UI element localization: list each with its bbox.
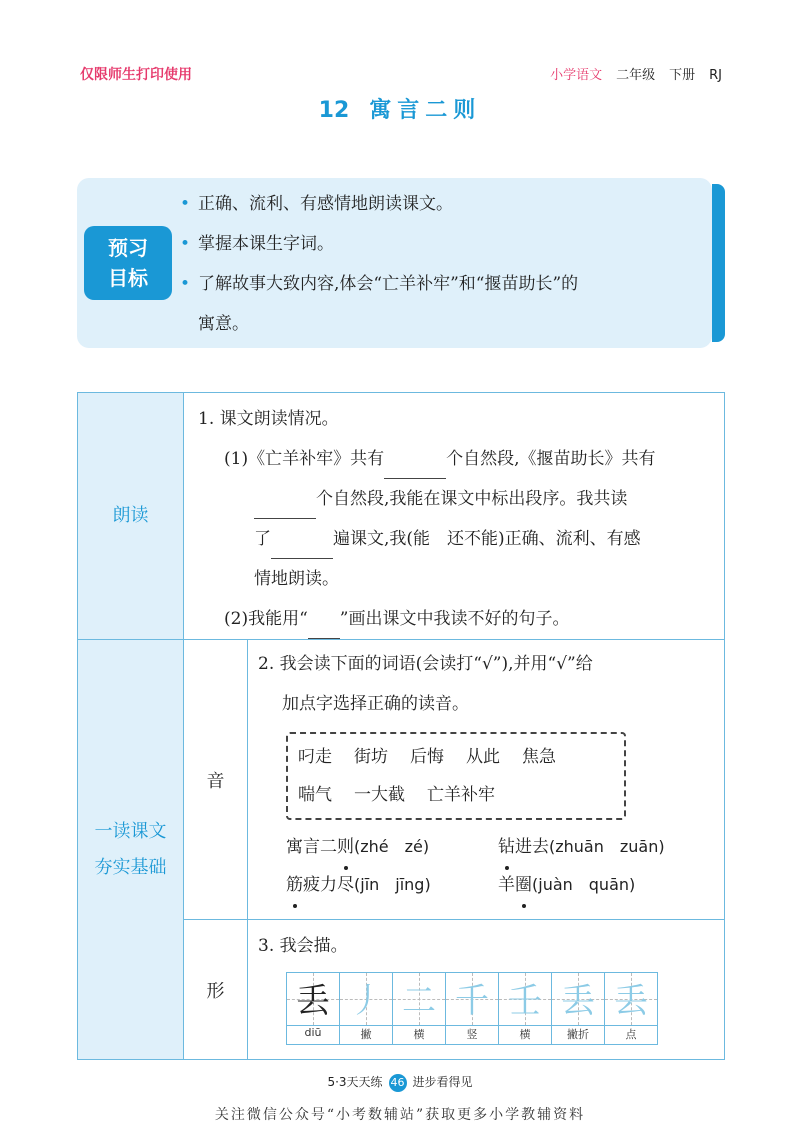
- stroke-name: 横: [393, 1026, 446, 1045]
- blank-paragraphs-1[interactable]: [384, 454, 446, 479]
- word[interactable]: 亡羊补牢: [427, 785, 495, 805]
- trace-cell[interactable]: 二: [393, 973, 446, 1026]
- term: 下册: [669, 68, 696, 83]
- trace-cell[interactable]: 丢: [605, 973, 658, 1026]
- page-title: [0, 93, 800, 124]
- goal-item-cont: 寓意。: [198, 314, 249, 334]
- lesson-number: 12: [318, 98, 350, 123]
- q1-title: 1. 课文朗读情况。: [198, 409, 339, 429]
- shape-content: [248, 920, 725, 1060]
- footer-brand: 5·3天天练: [327, 1075, 383, 1089]
- word[interactable]: 焦急: [522, 747, 556, 767]
- subject: 小学语文: [550, 68, 603, 83]
- exercise-table: [77, 392, 725, 1060]
- sound-content: [248, 640, 725, 920]
- preview-accent-bar: [712, 184, 725, 342]
- preview-goals: [180, 184, 708, 344]
- q2-line1: 2. 我会读下面的词语(会读打“√”),并用“√”给: [258, 654, 593, 674]
- goal-item: • 了解故事大致内容,体会“亡羊补牢”和“揠苗助长”的 寓意。: [180, 264, 708, 344]
- pinyin-options[interactable]: (zhuān zuān): [549, 837, 665, 856]
- badge-line1: 预习: [108, 236, 148, 260]
- blank-paragraphs-2[interactable]: [254, 494, 316, 519]
- book-info: [550, 64, 722, 83]
- shape-label: 形: [184, 920, 248, 1060]
- stroke-name: 撇折: [552, 1026, 605, 1045]
- trace-cell[interactable]: 千: [446, 973, 499, 1026]
- pinyin-row: 寓言二则(zhé zé) 钻进去(zhuān zuān): [248, 828, 724, 866]
- page-footer: [0, 1073, 800, 1092]
- preview-badge: [84, 226, 172, 300]
- reading-content: 1. 课文朗读情况。 (1)《亡羊补牢》共有 个自然段,《揠苗助长》共有 个自然段,我能在课文中标出段序。我共读 了 遍课文,我(能 还不能)正确、流利、有感 情地朗读。 (2)我能用“ ”画出课文中我读不好的句子。: [184, 393, 725, 640]
- watermark-text: 关注微信公众号“小考数辅站”获取更多小学教辅资料: [214, 1107, 586, 1123]
- lesson-title: 寓言二则: [369, 98, 482, 123]
- trace-cell[interactable]: 丢: [552, 973, 605, 1026]
- print-notice: 仅限师生打印使用: [80, 67, 192, 83]
- stroke-name: 竖: [446, 1026, 499, 1045]
- pinyin-row: 筋疲力尽(jīn jīng) 羊圈(juàn quān): [248, 866, 724, 904]
- grade: 二年级: [616, 68, 656, 83]
- model-char: 丢: [287, 973, 340, 1026]
- pinyin-options[interactable]: (jīn jīng): [354, 875, 431, 894]
- page-number: 46: [389, 1074, 407, 1092]
- stroke-name: 横: [499, 1026, 552, 1045]
- char-pinyin: diū: [287, 1026, 340, 1045]
- edition: RJ: [709, 68, 722, 83]
- trace-cell[interactable]: 丿: [340, 973, 393, 1026]
- word[interactable]: 喘气: [298, 785, 332, 805]
- footer-slogan: 进步看得见: [412, 1075, 473, 1089]
- badge-line2: 目标: [108, 266, 148, 290]
- word[interactable]: 一大截: [354, 785, 405, 805]
- q3-title: 3. 我会描。: [258, 936, 348, 956]
- section-basics: 一读课文 夯实基础: [78, 640, 184, 1060]
- trace-cell[interactable]: 壬: [499, 973, 552, 1026]
- sound-label: 音: [184, 640, 248, 920]
- word[interactable]: 叼走: [298, 747, 332, 767]
- word[interactable]: 后悔: [410, 747, 444, 767]
- tracing-grid: [286, 972, 658, 1045]
- pinyin-options[interactable]: (juàn quān): [532, 875, 636, 894]
- blank-read-times[interactable]: [271, 534, 333, 559]
- goal-item: • 掌握本课生字词。: [180, 224, 708, 264]
- stroke-name: 点: [605, 1026, 658, 1045]
- word-box: [286, 732, 626, 820]
- word[interactable]: 街坊: [354, 747, 388, 767]
- goal-item: • 正确、流利、有感情地朗读课文。: [180, 184, 708, 224]
- stroke-name: 撇: [340, 1026, 393, 1045]
- blank-mark-symbol[interactable]: [308, 614, 340, 639]
- section-reading: 朗读: [78, 393, 184, 640]
- word[interactable]: 从此: [466, 747, 500, 767]
- q2-line2: 加点字选择正确的读音。: [282, 694, 469, 714]
- pinyin-options[interactable]: (zhé zé): [354, 837, 430, 856]
